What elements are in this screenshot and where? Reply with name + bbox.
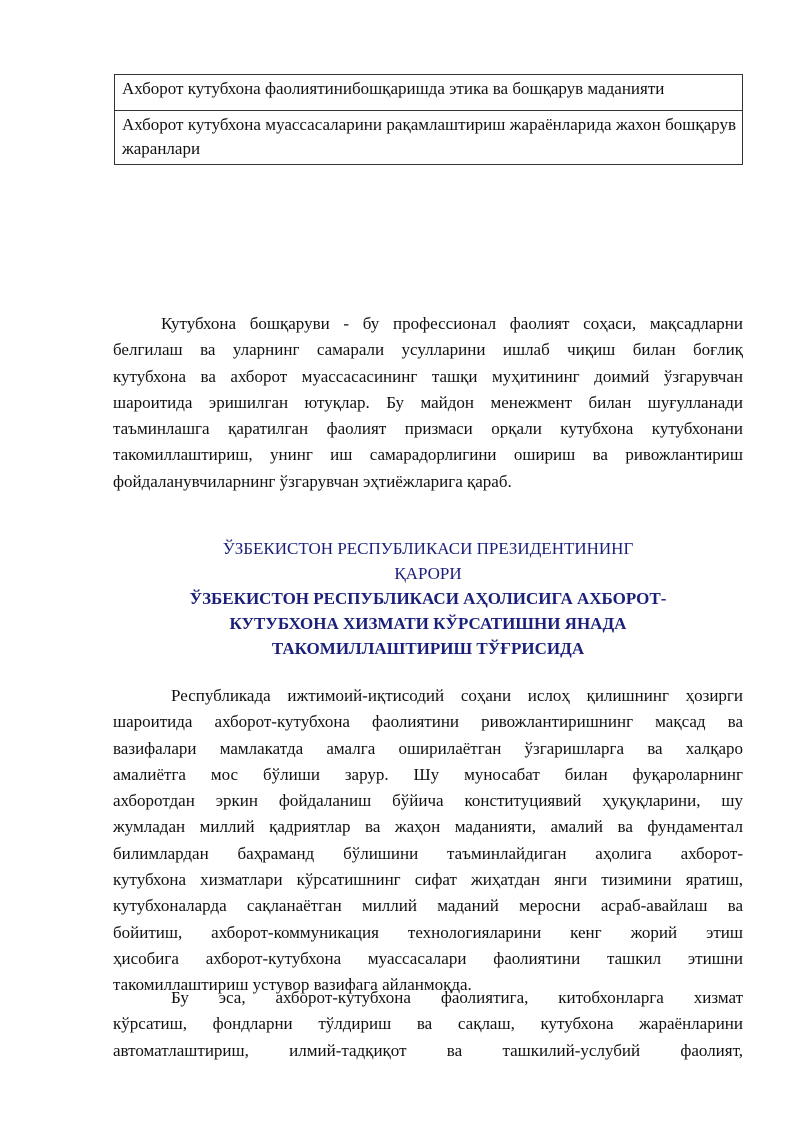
body-line: ҳисобига ахборот-кутубхона муассасалари фаолиятини ташкил этишни: [113, 948, 743, 968]
intro-line: Кутубхона бошқаруви - бу профессионал фаолият соҳаси, мақсадларни: [161, 314, 743, 333]
body-line: такомиллаштириш устувор вазифага айланмоқда.: [113, 975, 472, 995]
body-line: бойитиш, ахборот-коммуникация технологияларини кенг жорий этиш: [113, 922, 743, 942]
intro-line: таъминлашга қаратилган фаолият призмаси орқали кутубхона кутубхонани: [113, 419, 743, 439]
intro-line: белгилаш ва уларнинг самарали усулларини ишлаб чиқиш билан боғлиқ: [113, 340, 743, 360]
intro-line: шароитида эришилган ютуқлар. Бу майдон менежмент билан шуғулланади: [113, 392, 743, 412]
body-line: амалиётга мос бўлиши зарур. Шу муносабат билан фуқароларнинг: [113, 764, 743, 784]
decree-title-line: ТАКОМИЛЛАШТИРИШ ТЎҒРИСИДА: [271, 639, 585, 658]
decree-title-line: КУТУБХОНА ХИЗМАТИ КЎРСАТИШНИ ЯНАДА: [229, 614, 627, 633]
intro-line: фойдаланувчиларнинг ўзгарувчан эҳтиёжларига қараб.: [113, 471, 512, 491]
decree-heading-line: ҚАРОРИ: [394, 564, 462, 583]
body-line: кутубхоналарда сақланаётган миллий маданий меросни асраб-авайлаш ва: [113, 896, 743, 916]
body-line: кутубхона хизматлари кўрсатишнинг сифат жиҳатдан янги тизимини яратиш,: [113, 870, 743, 890]
body-paragraph-1: [113, 683, 743, 999]
intro-line: такомиллаштириш, унинг иш самарадорлигини ошириш ва ривожлантириш: [113, 445, 743, 465]
body-line: шароитида ахборот-кутубхона фаолиятини ривожлантиришнинг мақсад ва: [113, 712, 743, 732]
table-cell: Ахборот кутубхона фаолиятинибошқаришда этика ва бошқарув маданияти: [115, 75, 743, 111]
decree-title-line: ЎЗБЕКИСТОН РЕСПУБЛИКАСИ АҲОЛИСИГА АХБОРОТ-: [189, 589, 667, 608]
body-line: билимлардан баҳраманд бўлишини таъминлайдиган аҳолига ахборот-: [113, 843, 743, 863]
intro-line: кутубхона ва ахборот муассасасининг ташқи муҳитининг доимий ўзгарувчан: [113, 366, 743, 386]
body-line: автоматлаштириш, илмий-тадқиқот ва ташкилий-услубий фаолият,: [113, 1040, 743, 1060]
intro-paragraph: [113, 311, 743, 495]
body-line: вазифалари мамлакатда амалга оширилаётган ўзгаришларга ва халқаро: [113, 738, 743, 758]
topics-table: [114, 74, 743, 165]
decree-heading-line: ЎЗБЕКИСТОН РЕСПУБЛИКАСИ ПРЕЗИДЕНТИНИНГ: [222, 539, 634, 558]
table-cell: Ахборот кутубхона муассасаларини рақамлаштириш жараёнларида жахон бошқарув жаранлари: [115, 111, 743, 165]
body-line: кўрсатиш, фондларни тўлдириш ва сақлаш, кутубхона жараёнларини: [113, 1014, 743, 1034]
body-line: ахборотдан эркин фойдаланиш бўйича конституциявий ҳуқуқларини, шу: [113, 791, 743, 811]
body-line: Бу эса, ахборот-кутубхона фаолиятига, китобхонларга хизмат: [171, 988, 743, 1007]
decree-heading: [113, 536, 743, 661]
table-row: [115, 111, 743, 165]
body-line: Республикада ижтимоий-иқтисодий соҳани ислоҳ қилишнинг ҳозирги: [171, 686, 743, 705]
body-line: жумладан миллий қадриятлар ва жаҳон маданияти, амалий ва фундаментал: [113, 817, 743, 837]
table-row: [115, 75, 743, 111]
body-paragraph-2: [113, 985, 743, 1064]
